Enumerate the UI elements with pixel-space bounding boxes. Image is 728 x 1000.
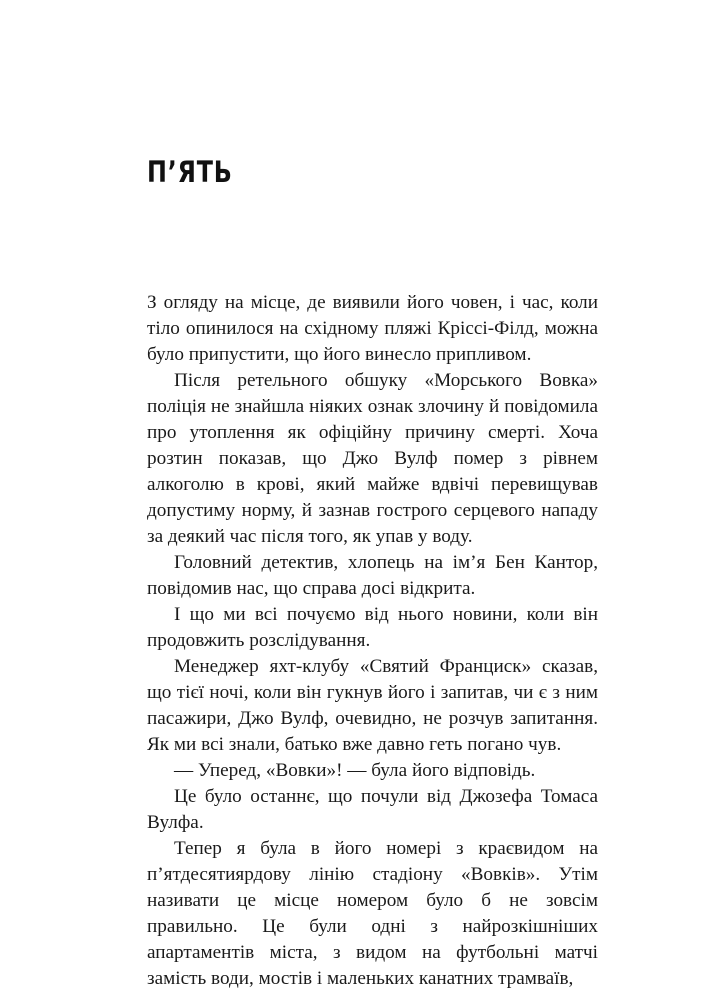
paragraph: Головний детектив, хлопець на ім’я Бен Кантор, повідомив нас, що справа досі відкрита. xyxy=(147,552,598,599)
paragraph: З огляду на місце, де виявили його човен, і час, коли тіло опинилося на східному пляжі Кріссі-Філд, можна було припустити, що його винесло припливом. xyxy=(147,292,598,365)
paragraph: — Уперед, «Вовки»! — була його відповідь. xyxy=(174,760,536,781)
paragraph: І що ми всі почуємо від нього новини, коли він продовжить розслідування. xyxy=(147,604,598,651)
chapter-body xyxy=(147,290,598,992)
paragraph: Після ретельного обшуку «Морського Вовка» поліція не знайшла ніяких ознак злочину й повідомила про утоплення як офіційну причину смерті. Хоча розтин показав, що Джо Вулф помер з рівнем алкоголю в крові, який майже вдвічі перевищував допустиму норму, й зазнав гострого серцевого нападу за деякий час після того, як упав у воду. xyxy=(147,370,598,547)
paragraph: Це було останнє, що почули від Джозефа Томаса Вулфа. xyxy=(147,786,598,833)
paragraph: Менеджер яхт-клубу «Святий Франциск» сказав, що тієї ночі, коли він гукнув його і запитав, чи є з ним пасажири, Джо Вулф, очевидно, не розчув запитання. Як ми всі знали, батько вже давно геть погано чув. xyxy=(147,656,598,755)
paragraph: Тепер я була в його номері з краєвидом на п’ятдесятиярдову лінію стадіону «Вовків». Утім називати це місце номером було б не зовсім правильно. Це були одні з найрозкішніших апартаментів міста, з видом на футбольні матчі замість води, мостів і маленьких канатних трамваїв, xyxy=(147,838,598,989)
chapter-title: П’ЯТЬ xyxy=(147,155,233,189)
